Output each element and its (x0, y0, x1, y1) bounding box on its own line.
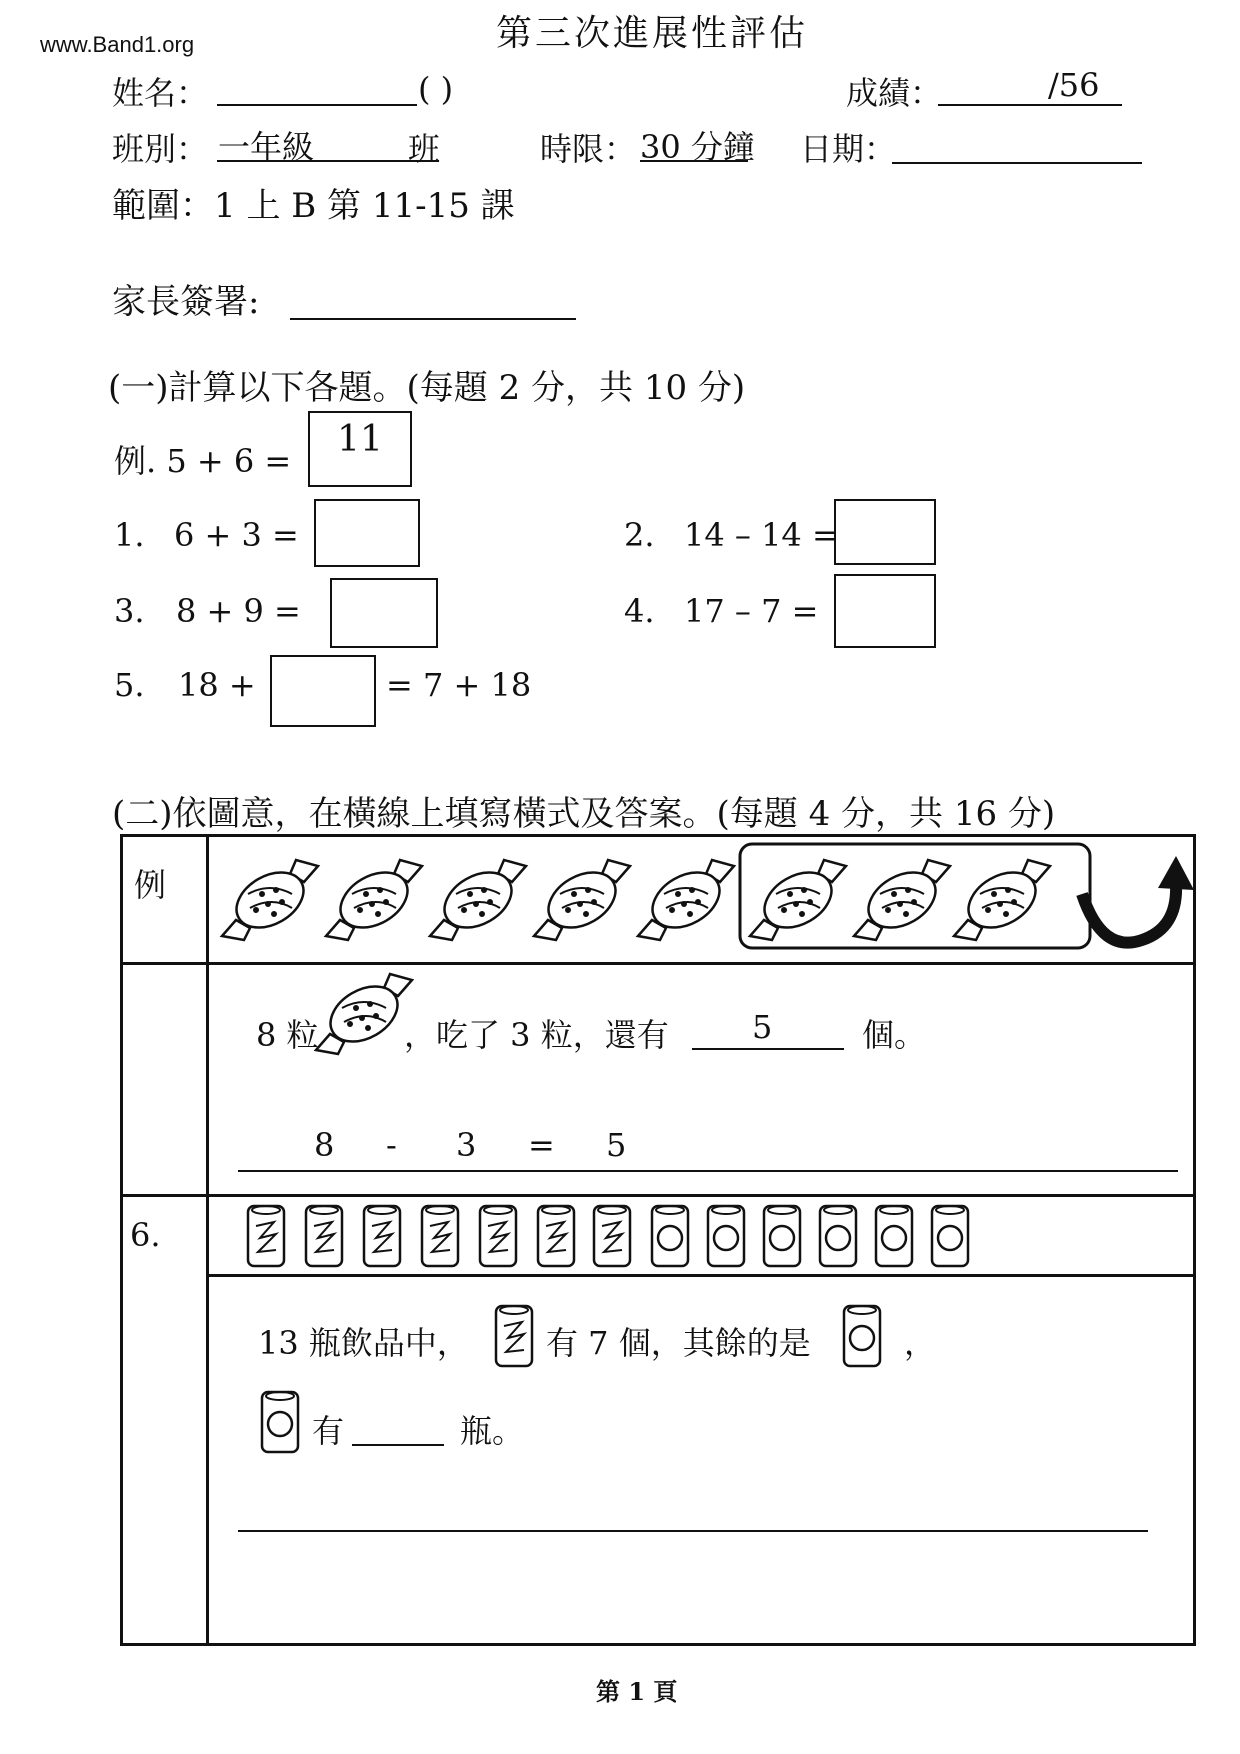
ex-text-c: 個。 (862, 1016, 927, 1054)
example-answer: 11 (337, 419, 383, 460)
page-title: 第三次進展性評估 (496, 13, 809, 54)
q1-expression: 6 + 3 = (174, 516, 299, 554)
q1-number: 1. (114, 516, 145, 554)
candy-icon (750, 860, 846, 940)
candy-icon (430, 860, 526, 940)
q5-number: 5. (114, 666, 145, 704)
can-icon (248, 1206, 284, 1266)
q1-answer-box[interactable] (314, 499, 420, 567)
q5-left: 18 + (178, 666, 256, 704)
class-value: 一年級 (218, 128, 315, 166)
can-icon (262, 1392, 298, 1452)
table-column-divider (206, 834, 209, 1646)
ex-text-a: 8 粒 (256, 1016, 319, 1054)
can-icon (364, 1206, 400, 1266)
can-icon (594, 1206, 630, 1266)
can-icon (844, 1306, 880, 1366)
ex-eq-eq: = (528, 1126, 555, 1164)
candy-icon (638, 860, 734, 940)
can-icon (820, 1206, 856, 1266)
class-number-paren: ( ) (418, 70, 454, 108)
time-label: 時限： (540, 130, 637, 168)
section2-heading: (二)依圖意，在橫線上填寫橫式及答案。(每題 4 分，共 16 分) (112, 794, 1056, 834)
ex-text-b: ，吃了 3 粒，還有 (404, 1016, 669, 1054)
q3-answer-box[interactable] (330, 578, 438, 648)
ex-eq-a: 8 (314, 1126, 335, 1164)
candy-icon (316, 974, 412, 1054)
q6-text-d: 有 (312, 1412, 345, 1450)
q2-answer-box[interactable] (834, 499, 936, 565)
name-label: 姓名： (112, 74, 209, 112)
date-line[interactable] (892, 130, 1142, 164)
can-icon (538, 1206, 574, 1266)
example-row-label: 例 (134, 866, 167, 904)
can-icon (422, 1206, 458, 1266)
example-answer-box (308, 411, 412, 487)
take-away-arrow-icon (1082, 856, 1194, 943)
parent-signature-line[interactable] (290, 286, 576, 320)
watermark: www.Band1.org (40, 32, 195, 57)
page-number: 第 1 頁 (596, 1677, 678, 1706)
q5-right: = 7 + 18 (386, 666, 532, 704)
ex-equation-line (238, 1130, 1178, 1172)
candy-icon (534, 860, 630, 940)
example-expression: 例. 5 + 6 = (114, 442, 292, 480)
can-inline-3 (258, 1386, 302, 1458)
time-value: 30 分鐘 (640, 128, 755, 166)
q5-answer-box[interactable] (270, 655, 376, 727)
q6-text-b: 有 7 個，其餘的是 (546, 1324, 811, 1362)
ex-answer: 5 (752, 1008, 773, 1046)
q3-expression: 8 + 9 = (176, 592, 301, 630)
candy-icon (222, 860, 318, 940)
q2-number: 2. (624, 516, 655, 554)
candy-icon (854, 860, 950, 940)
candy-inline (324, 980, 404, 1050)
can-icon (708, 1206, 744, 1266)
q6-equation-line[interactable] (238, 1490, 1148, 1532)
q4-number: 4. (624, 592, 655, 630)
ex-eq-op: - (386, 1126, 397, 1164)
q3-number: 3. (114, 592, 145, 630)
q6-text-a: 13 瓶飲品中， (258, 1324, 469, 1362)
can-icon (306, 1206, 342, 1266)
candy-icon (326, 860, 422, 940)
can-picture-row (210, 1196, 1190, 1276)
candy-icon (954, 860, 1050, 940)
candy-picture-row (212, 844, 1212, 964)
can-icon (480, 1206, 516, 1266)
class-suffix: 班 (408, 130, 441, 168)
ex-eq-b: 3 (456, 1126, 477, 1164)
class-label: 班別： (112, 130, 209, 168)
q4-answer-box[interactable] (834, 574, 936, 648)
q6-text-c: ， (904, 1324, 937, 1362)
section1-heading: (一)計算以下各題。(每題 2 分，共 10 分) (108, 368, 746, 408)
can-inline-2 (840, 1300, 884, 1372)
can-icon (876, 1206, 912, 1266)
q6-answer-line[interactable] (352, 1412, 444, 1446)
can-inline-1 (492, 1300, 536, 1372)
date-label: 日期： (800, 130, 897, 168)
can-icon (652, 1206, 688, 1266)
scope-text: 範圍：1 上 B 第 11-15 課 (112, 186, 515, 226)
score-total: /56 (1048, 66, 1100, 104)
ex-eq-c: 5 (606, 1126, 627, 1164)
score-label: 成績： (846, 74, 943, 112)
parent-signature-label: 家長簽署: (112, 282, 260, 322)
q6-text-e: 瓶。 (460, 1412, 525, 1450)
name-line[interactable] (217, 76, 417, 106)
q4-expression: 17 – 7 = (684, 592, 819, 630)
q6-label: 6. (130, 1216, 161, 1254)
q2-expression: 14 – 14 = (684, 516, 839, 554)
can-icon (764, 1206, 800, 1266)
can-icon (932, 1206, 968, 1266)
can-icon (496, 1306, 532, 1366)
